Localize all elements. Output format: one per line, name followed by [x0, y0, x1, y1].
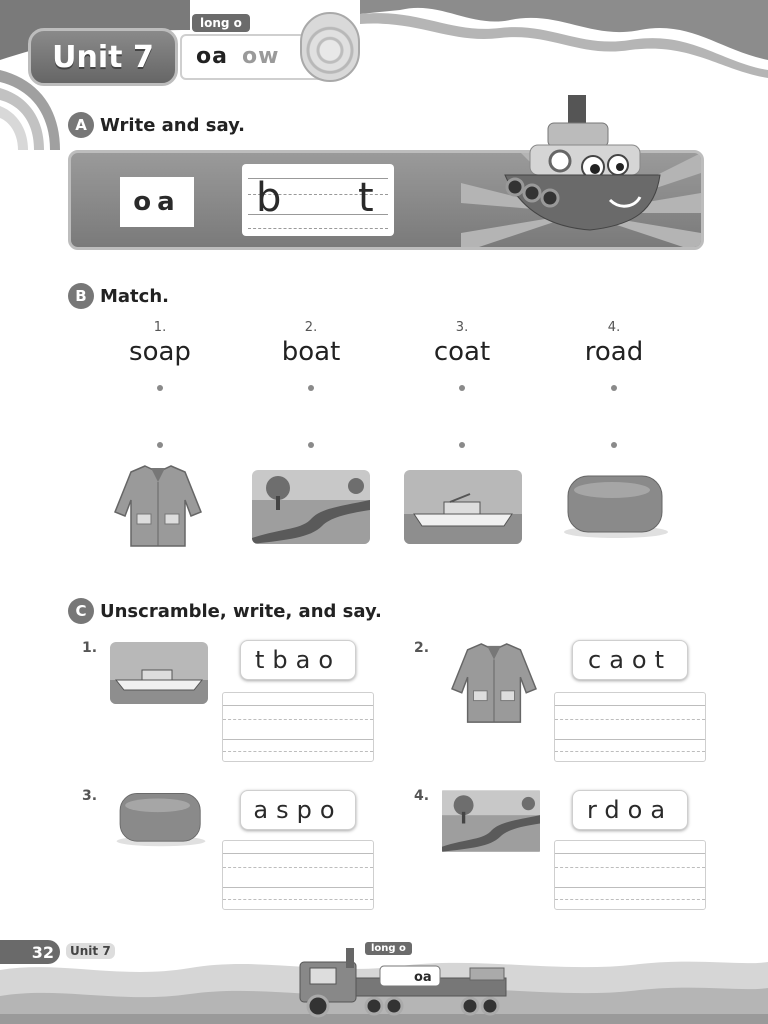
section-b-title: Match. [100, 285, 169, 307]
page-number: 32 [0, 940, 60, 964]
road-picture [442, 786, 540, 856]
soap-picture [562, 472, 670, 540]
answer-lines-2[interactable] [554, 692, 706, 762]
unscramble-number-3: 3. [82, 788, 98, 804]
unscramble-number-1: 1. [82, 640, 98, 656]
section-c-title: Unscramble, write, and say. [100, 600, 382, 622]
match-word-4 [554, 320, 674, 367]
match-dot-top-2[interactable] [308, 385, 314, 391]
match-word-number: 3. [455, 320, 469, 335]
answer-lines-1[interactable] [222, 692, 374, 762]
match-word-text: road [584, 337, 644, 367]
given-letter-last: t [358, 175, 374, 221]
rainbow-swirl-decoration [0, 70, 70, 180]
match-dot-top-3[interactable] [459, 385, 465, 391]
boat-picture [404, 470, 522, 544]
footer-spelling: oa [414, 970, 432, 985]
match-word-number: 2. [304, 320, 318, 335]
section-c-letter: C [68, 598, 94, 624]
spelling-ow: ow [241, 44, 280, 69]
scroll-roll-decoration [300, 12, 360, 82]
match-dot-top-4[interactable] [611, 385, 617, 391]
match-dot-bottom-3[interactable] [459, 442, 465, 448]
boat-picture [110, 642, 208, 704]
section-c-heading [68, 598, 382, 624]
section-b-heading [68, 283, 169, 309]
section-a-letter: A [68, 112, 94, 138]
match-word-text: coat [433, 337, 491, 367]
coat-picture [450, 640, 538, 726]
match-word-number: 1. [153, 320, 167, 335]
given-letter-first: b [256, 175, 282, 221]
word-writing-box[interactable] [242, 164, 394, 236]
pattern-box: oa [120, 177, 194, 227]
unit-title-badge: Unit 7 [28, 28, 178, 86]
sound-tag: long o [192, 14, 250, 32]
footer-sound-tag: long o [365, 942, 412, 955]
answer-lines-3[interactable] [222, 840, 374, 910]
unscramble-number-4: 4. [414, 788, 430, 804]
match-dot-bottom-2[interactable] [308, 442, 314, 448]
match-dot-top-1[interactable] [157, 385, 163, 391]
section-a-title: Write and say. [100, 114, 246, 136]
match-word-1 [100, 320, 220, 367]
scrambled-word-4: rdoa [572, 790, 688, 830]
match-dot-bottom-4[interactable] [611, 442, 617, 448]
match-word-text: boat [281, 337, 341, 367]
match-word-3 [402, 320, 522, 367]
scrambled-word-3: aspo [240, 790, 356, 830]
coat-picture [113, 462, 203, 550]
scrambled-word-1: tbao [240, 640, 356, 680]
match-word-text: soap [129, 337, 191, 367]
spelling-patterns [196, 44, 279, 69]
soap-picture [114, 790, 208, 848]
scrambled-word-2: caot [572, 640, 688, 680]
road-picture [252, 470, 370, 544]
match-word-number: 4. [607, 320, 621, 335]
boat-mascot-illustration [500, 95, 670, 245]
footer-unit-label: Unit 7 [66, 943, 115, 959]
answer-lines-4[interactable] [554, 840, 706, 910]
match-word-2 [251, 320, 371, 367]
spelling-oa: oa [196, 44, 228, 69]
match-dot-bottom-1[interactable] [157, 442, 163, 448]
section-a-heading [68, 112, 245, 138]
unscramble-number-2: 2. [414, 640, 430, 656]
section-b-letter: B [68, 283, 94, 309]
